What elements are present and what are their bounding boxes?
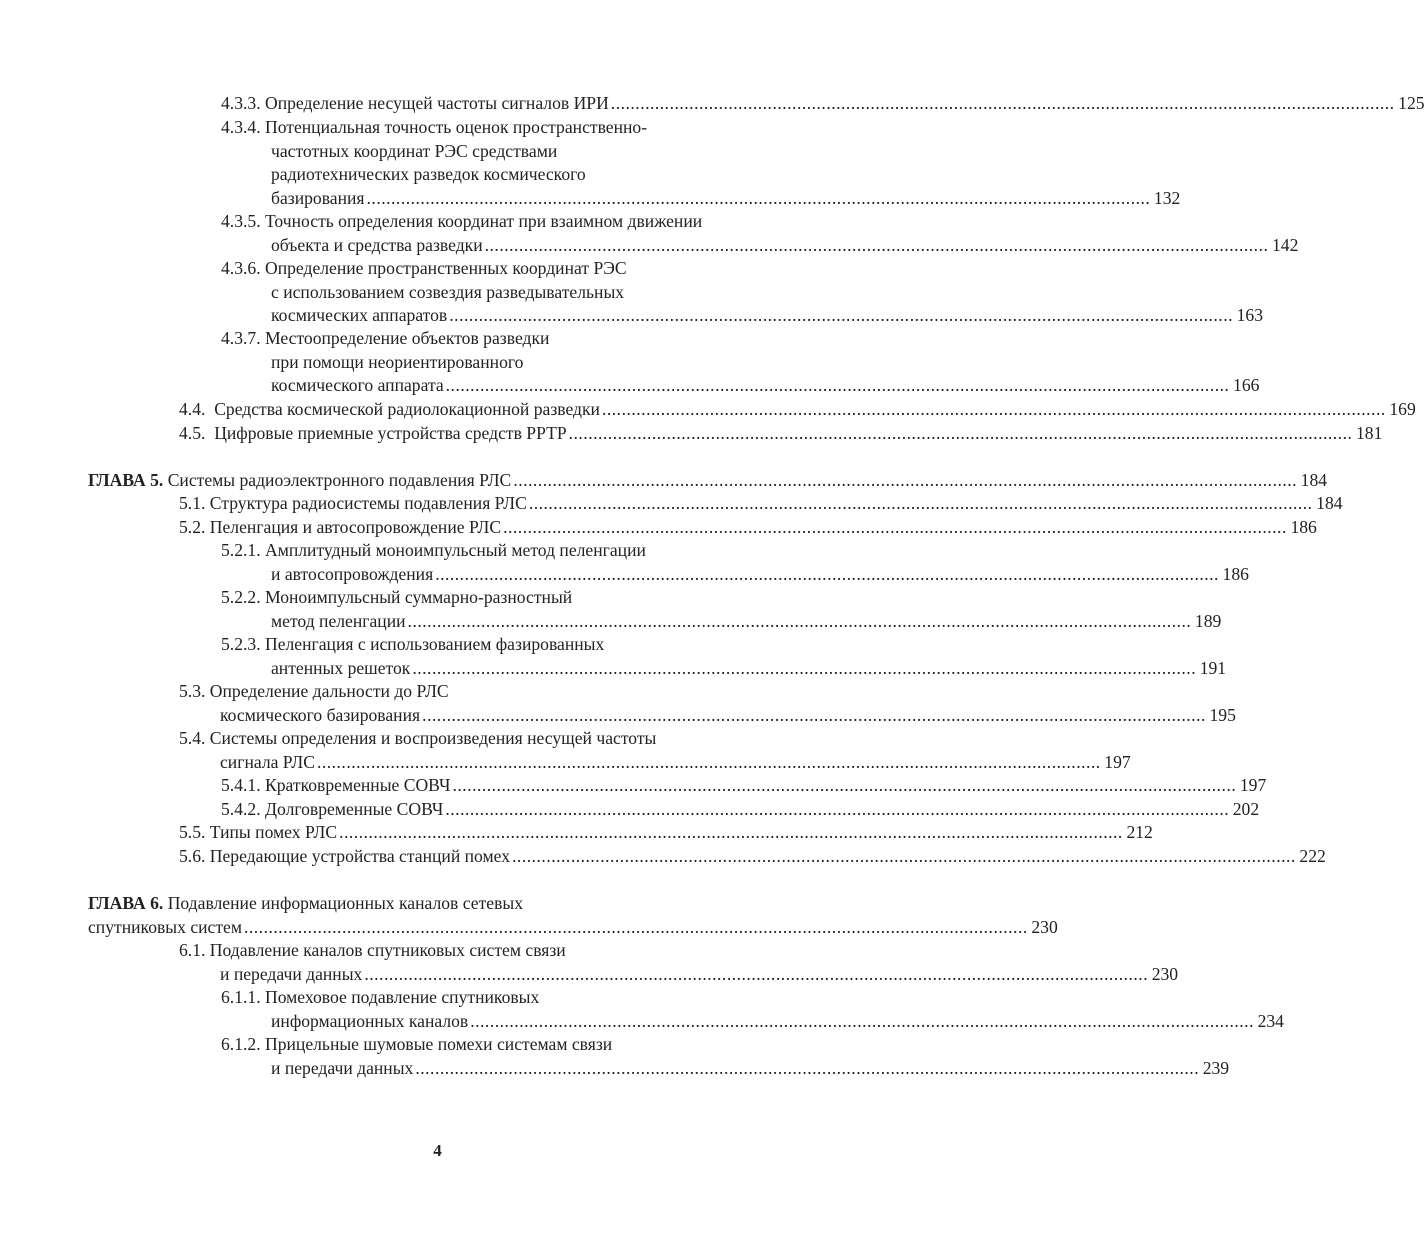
toc-number: 4.5.: [179, 423, 206, 443]
toc-page-number: 191: [1199, 657, 1227, 678]
leader-dots: ................................................................................................................................................................: [503, 517, 1287, 537]
toc-page-number: 181: [1355, 423, 1383, 443]
leader-dots: ................................................................................................................................................................: [407, 610, 1192, 631]
toc-entry-6-1-1[interactable]: [221, 986, 1284, 1033]
page-number: 4: [433, 1141, 442, 1160]
leader-dots: ................................................................................................................................................................: [568, 423, 1353, 443]
toc-title: Передающие устройства станций помех: [209, 846, 511, 866]
toc-entry-5-4[interactable]: [179, 727, 1131, 774]
toc-chapter-6[interactable]: [88, 892, 1058, 939]
toc-entry-4-5[interactable]: [179, 422, 1383, 446]
toc-number: 5.4.: [179, 728, 206, 748]
toc-entry-4-3-3[interactable]: [221, 92, 1425, 116]
toc-entry-5-4-2[interactable]: [221, 798, 1260, 822]
toc-title: Системы радиоэлектронного подавления РЛС: [167, 470, 512, 490]
toc-title: Средства космической радиолокационной разведки: [214, 399, 600, 419]
toc-title-continuation: информационных каналов: [271, 1010, 469, 1031]
leader-dots: ................................................................................................................................................................: [422, 704, 1206, 725]
leader-dots: ................................................................................................................................................................: [484, 234, 1269, 255]
toc-number: 4.4.: [179, 399, 206, 419]
leader-dots: ................................................................................................................................................................: [445, 799, 1230, 819]
toc-title: Моноимпульсный суммарно-разностный: [265, 587, 573, 607]
toc-title-continuation: космического базирования: [220, 704, 421, 725]
leader-dots: ................................................................................................................................................................: [512, 846, 1296, 866]
leader-dots: ................................................................................................................................................................: [366, 187, 1151, 208]
leader-dots: ................................................................................................................................................................: [601, 399, 1386, 419]
leader-dots: ................................................................................................................................................................: [513, 470, 1298, 490]
toc-page-number: 212: [1126, 822, 1153, 842]
toc-title-continuation: частотных координат РЭС средствами: [271, 140, 558, 161]
toc-number: 4.3.4.: [221, 117, 261, 137]
toc-title-continuation: при помощи неориентированного: [271, 351, 524, 372]
toc-title-continuation: объекта и средства разведки: [271, 234, 483, 255]
toc-page-number: 234: [1257, 1010, 1284, 1031]
toc-entry-4-3-4[interactable]: [221, 116, 1181, 210]
leader-dots: ................................................................................................................................................................: [528, 493, 1313, 513]
toc-title-continuation: антенных решеток: [271, 657, 411, 678]
leader-dots: ................................................................................................................................................................: [415, 1057, 1200, 1078]
toc-page-number: 163: [1236, 305, 1263, 326]
toc-page-number: 189: [1194, 610, 1222, 631]
leader-dots: ................................................................................................................................................................: [445, 375, 1230, 396]
toc-number: 5.2.2.: [221, 587, 261, 607]
toc-entry-5-2-3[interactable]: [221, 633, 1227, 680]
toc-page-number: 222: [1299, 846, 1326, 866]
toc-page-number: 186: [1290, 517, 1317, 537]
leader-dots: ................................................................................................................................................................: [452, 775, 1237, 795]
toc-number: 6.1.: [179, 940, 206, 960]
leader-dots: ................................................................................................................................................................: [412, 657, 1197, 678]
toc-title: Помеховое подавление спутниковых: [265, 987, 540, 1007]
toc-title: Цифровые приемные устройства средств РРТР: [214, 423, 567, 443]
toc-chapter-5[interactable]: [88, 469, 1328, 493]
toc-page-number: 169: [1389, 399, 1416, 419]
leader-dots: ................................................................................................................................................................: [339, 822, 1123, 842]
toc-entry-5-5[interactable]: [179, 821, 1153, 845]
toc-page-number: 142: [1271, 234, 1299, 255]
toc-title-continuation: метод пеленгации: [271, 610, 406, 631]
toc-entry-5-3[interactable]: [179, 680, 1236, 727]
toc-page-number: 132: [1153, 187, 1181, 208]
toc-page-number: 166: [1233, 375, 1260, 396]
toc-title: Долговременные СОВЧ: [265, 799, 444, 819]
toc-title: Структура радиосистемы подавления РЛС: [209, 493, 527, 513]
toc-number: 5.2.1.: [221, 540, 261, 560]
toc-entry-6-1[interactable]: [179, 939, 1179, 986]
toc-number: 4.3.3.: [221, 93, 261, 113]
toc-entry-4-3-5[interactable]: [221, 210, 1299, 257]
toc-page-number: 125: [1398, 93, 1425, 113]
toc-title: Определение несущей частоты сигналов ИРИ: [265, 93, 609, 113]
toc-page-number: 195: [1209, 704, 1236, 725]
toc-page-number: 184: [1300, 470, 1328, 490]
leader-dots: ................................................................................................................................................................: [364, 963, 1149, 984]
leader-dots: ................................................................................................................................................................: [470, 1010, 1254, 1031]
toc-entry-5-2[interactable]: [179, 516, 1317, 540]
toc-title-continuation: и передачи данных: [220, 963, 363, 984]
toc-number: 4.3.6.: [221, 258, 261, 278]
toc-title: Определение дальности до РЛС: [209, 681, 449, 701]
toc-title-continuation: и автосопровождения: [271, 563, 434, 584]
toc-page-number: 230: [1151, 963, 1179, 984]
toc-number: 5.6.: [179, 846, 206, 866]
toc-title-continuation: с использованием созвездия разведывательных: [271, 281, 625, 302]
toc-title-continuation: космических аппаратов: [271, 305, 448, 326]
toc-title: Определение пространственных координат РЭС: [265, 258, 627, 278]
toc-title: Точность определения координат при взаимном движении: [265, 211, 703, 231]
leader-dots: ................................................................................................................................................................: [316, 751, 1101, 772]
toc-number: 5.5.: [179, 822, 206, 842]
toc-title: Подавление информационных каналов сетевых: [167, 893, 524, 913]
toc-entry-5-2-2[interactable]: [221, 586, 1222, 633]
toc-page-number: 184: [1316, 493, 1343, 513]
toc-entry-5-1[interactable]: [179, 492, 1343, 516]
toc-page-number: 239: [1202, 1057, 1230, 1078]
toc-entry-5-2-1[interactable]: [221, 539, 1249, 586]
toc-entry-4-3-7[interactable]: [221, 327, 1260, 398]
toc-number: 5.1.: [179, 493, 206, 513]
toc-title: Типы помех РЛС: [209, 822, 338, 842]
toc-title-continuation: и передачи данных: [271, 1057, 414, 1078]
toc-page-number: 202: [1232, 799, 1260, 819]
toc-title-continuation: радиотехнических разведок космического: [271, 164, 586, 185]
toc-number: 5.2.: [179, 517, 206, 537]
chapter-label: ГЛАВА 6.: [88, 893, 164, 913]
toc-page-number: 197: [1239, 775, 1267, 795]
toc-number: 5.4.2.: [221, 799, 261, 819]
toc-title-continuation: спутниковых систем: [88, 916, 242, 937]
toc-entry-6-1-2[interactable]: [221, 1033, 1230, 1080]
leader-dots: ................................................................................................................................................................: [243, 916, 1028, 937]
toc-title-continuation: сигнала РЛС: [220, 751, 315, 772]
toc-entry-5-6[interactable]: [179, 845, 1326, 869]
toc-number: 5.2.3.: [221, 634, 261, 654]
toc-title: Системы определения и воспроизведения несущей частоты: [209, 728, 657, 748]
toc-entry-4-3-6[interactable]: [221, 257, 1263, 328]
leader-dots: ................................................................................................................................................................: [610, 93, 1395, 113]
toc-title: Подавление каналов спутниковых систем связи: [209, 940, 566, 960]
toc-number: 6.1.1.: [221, 987, 261, 1007]
toc-title: Потенциальная точность оценок пространственно-: [265, 117, 648, 137]
toc-title: Прицельные шумовые помехи системам связи: [265, 1034, 613, 1054]
toc-entry-4-4[interactable]: [179, 398, 1416, 422]
toc-title: Амплитудный моноимпульсный метод пеленгации: [265, 540, 646, 560]
toc-title: Пеленгация с использованием фазированных: [265, 634, 605, 654]
toc-title-continuation: базирования: [271, 187, 365, 208]
leader-dots: ................................................................................................................................................................: [449, 305, 1233, 326]
toc-title: Пеленгация и автосопровождение РЛС: [209, 517, 502, 537]
toc-title-continuation: космического аппарата: [271, 375, 444, 396]
toc-title: Кратковременные СОВЧ: [265, 775, 451, 795]
toc-number: 5.4.1.: [221, 775, 261, 795]
toc-page-number: 186: [1222, 563, 1249, 584]
toc-number: 4.3.7.: [221, 328, 261, 348]
chapter-label: ГЛАВА 5.: [88, 470, 164, 490]
toc-title: Местоопределение объектов разведки: [265, 328, 550, 348]
toc-entry-5-4-1[interactable]: [221, 774, 1267, 798]
toc-number: 6.1.2.: [221, 1034, 261, 1054]
toc-number: 5.3.: [179, 681, 206, 701]
toc-page-number: 197: [1104, 751, 1131, 772]
leader-dots: ................................................................................................................................................................: [435, 563, 1219, 584]
toc-number: 4.3.5.: [221, 211, 261, 231]
toc-page-number: 230: [1031, 916, 1058, 937]
